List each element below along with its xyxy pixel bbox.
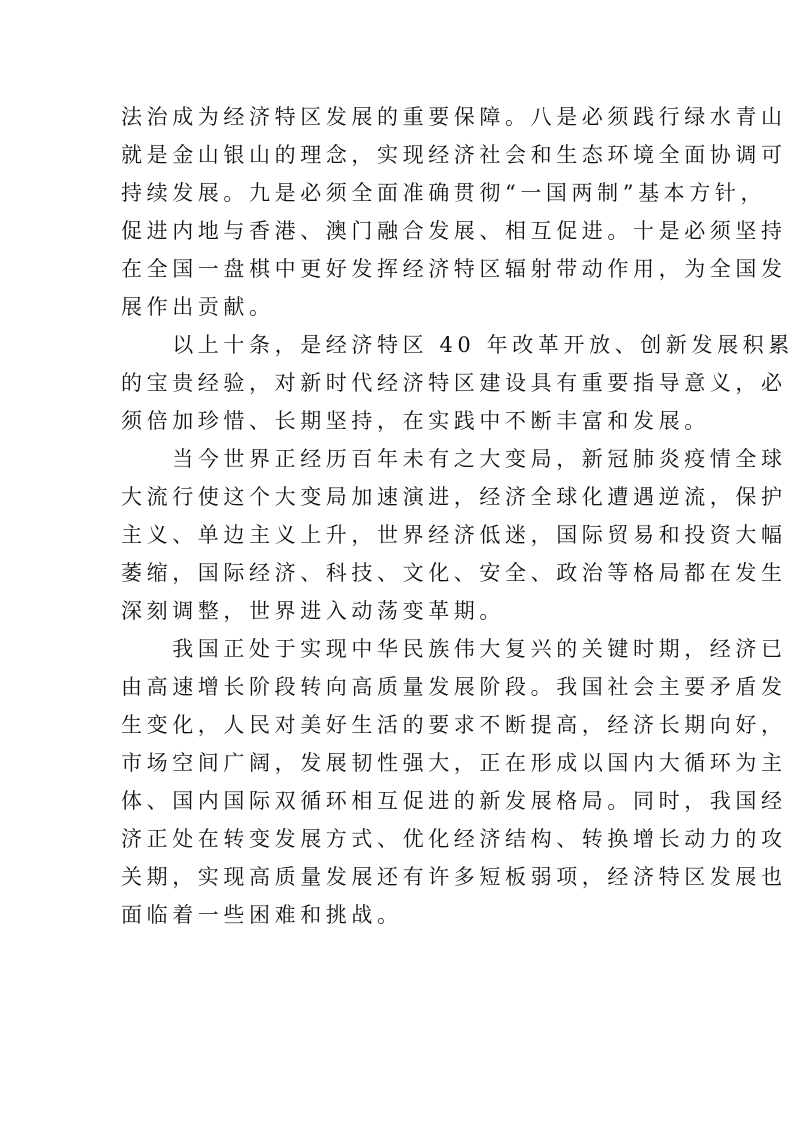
text-line: 促进内地与香港、澳门融合发展、相互促进。十是必须坚持 [121, 219, 787, 243]
text-line: 就是金山银山的理念，实现经济社会和生态环境全面协调可 [121, 143, 787, 167]
text-line: 持续发展。九是必须全面准确贯彻“一国两制”基本方针， [121, 181, 767, 205]
paragraph-3 [121, 440, 787, 630]
paragraph-1 [121, 98, 787, 326]
text-line: 关期，实现高质量发展还有许多短板弱项，经济特区发展也 [121, 865, 787, 889]
text-line: 体、国内国际双循环相互促进的新发展格局。同时，我国经 [121, 789, 787, 813]
text-line: 在全国一盘棋中更好发挥经济特区辐射带动作用，为全国发 [121, 257, 787, 281]
text-line: 济正处在转变发展方式、优化经济结构、转换增长动力的攻 [121, 827, 787, 851]
text-line: 法治成为经济特区发展的重要保障。八是必须践行绿水青山 [121, 105, 787, 129]
text-line: 的宝贵经验，对新时代经济特区建设具有重要指导意义，必 [121, 371, 787, 395]
text-line: 生变化，人民对美好生活的要求不断提高，经济长期向好， [121, 713, 787, 737]
text-line: 以上十条，是经济特区 40 年改革开放、创新发展积累 [121, 333, 794, 357]
text-line: 须倍加珍惜、长期坚持，在实践中不断丰富和发展。 [121, 409, 710, 433]
text-line: 主义、单边主义上升，世界经济低迷，国际贸易和投资大幅 [121, 523, 787, 547]
text-line: 展作出贡献。 [121, 295, 275, 319]
body-text [121, 98, 794, 934]
paragraph-2 [121, 326, 794, 440]
text-line: 我国正处于实现中华民族伟大复兴的关键时期，经济已 [121, 637, 787, 661]
text-line: 当今世界正经历百年未有之大变局，新冠肺炎疫情全球 [121, 447, 787, 471]
text-line: 萎缩，国际经济、科技、文化、安全、政治等格局都在发生 [121, 561, 787, 585]
text-line: 深刻调整，世界进入动荡变革期。 [121, 599, 505, 623]
text-line: 由高速增长阶段转向高质量发展阶段。我国社会主要矛盾发 [121, 675, 787, 699]
text-line: 面临着一些困难和挑战。 [121, 903, 403, 927]
text-line: 市场空间广阔，发展韧性强大，正在形成以国内大循环为主 [121, 751, 787, 775]
text-line: 大流行使这个大变局加速演进，经济全球化遭遇逆流，保护 [121, 485, 787, 509]
paragraph-4 [121, 630, 787, 934]
